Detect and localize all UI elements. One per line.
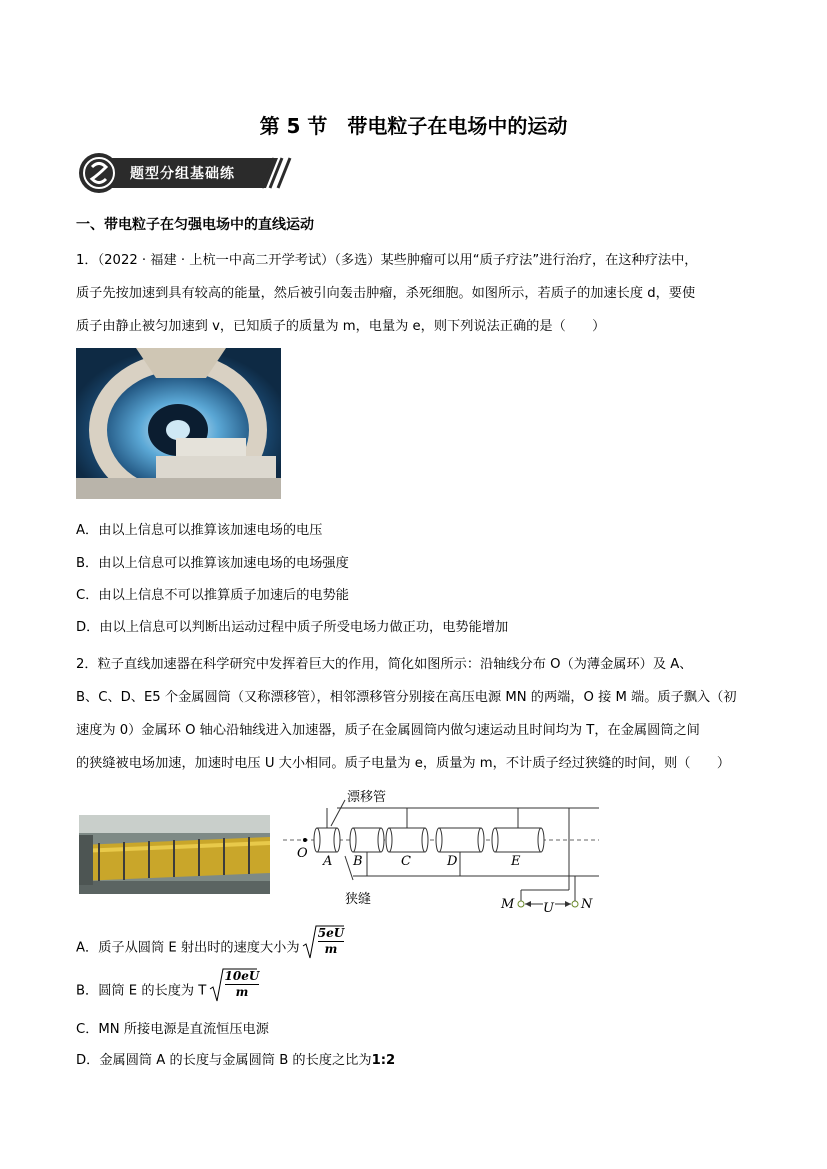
banner-label: 题型分组基础练	[130, 166, 235, 182]
linear-accelerator-photo	[79, 815, 270, 894]
q2-option-c: C．MN 所接电源是直流恒压电源	[76, 1022, 269, 1037]
q1-option-a: A．由以上信息可以推算该加速电场的电压	[76, 523, 323, 538]
label-o: O	[297, 846, 308, 861]
label-b: B	[353, 854, 363, 869]
proton-therapy-photo	[76, 348, 281, 499]
q1-option-c: C．由以上信息不可以推算质子加速后的电势能	[76, 588, 349, 603]
q2-option-b: B．圆筒 E 的长度为 T $\frac{10eU}{m}$	[76, 969, 260, 999]
sqrt-formula-b: $\frac{10eU}{m}$	[211, 969, 260, 1000]
page-title: 第 5 节 带电粒子在电场中的运动	[259, 114, 568, 138]
section-heading: 一、带电粒子在匀强电场中的直线运动	[76, 217, 314, 233]
gap-label: 狭缝	[345, 892, 372, 907]
label-n: N	[581, 897, 593, 912]
label-u: U	[543, 901, 554, 916]
accelerator-diagram	[283, 780, 603, 915]
label-c: C	[401, 854, 411, 869]
question-2-stem: 2．粒子直线加速器在科学研究中发挥着巨大的作用，简化如图所示：沿轴线分布 O（为薄金属环）及 A、 B、C、D、E5 个金属圆筒（又称漂移管），相邻漂移管分别接在高压电源 MN 的两端，O 接 M 端。质子飘入（初 速度为 0）金属环 O 轴心沿轴线进入加速器，质子在金属圆筒内做匀速运动且时间均为 T，在金属圆筒之间 的狭缝被电场加速，加速时电压 U 大小相同。质子电量为 e，质量为 m，不计质子经过狭缝的时间，则（ ）	[76, 657, 737, 771]
q2-option-a: A．质子从圆筒 E 射出时的速度大小为 $\frac{5eU}{m}$	[76, 926, 345, 956]
label-d: D	[447, 854, 458, 869]
section-banner	[78, 152, 296, 194]
label-e: E	[511, 854, 521, 869]
sqrt-formula-a: $\frac{5eU}{m}$	[304, 926, 344, 957]
q1-option-d: D．由以上信息可以判断出运动过程中质子所受电场力做正功，电势能增加	[76, 620, 509, 635]
q1-option-b: B．由以上信息可以推算该加速电场的电场强度	[76, 556, 349, 571]
label-a: A	[323, 854, 333, 869]
question-1-stem: 1．（2022 · 福建 · 上杭一中高二开学考试）（多选）某些肿瘤可以用“质子疗法”进行治疗，在这种疗法中， 质子先按加速到具有较高的能量，然后被引向轰击肿瘤，杀死细胞。如图所示，若质子的加速长度 d，要使 质子由静止被匀加速到 v，已知质子的质量为 m，电量为 e，则下列说法正确的是（ ）	[76, 253, 698, 334]
drift-tube-label: 漂移管	[347, 790, 387, 805]
q2-option-d: D．金属圆筒 A 的长度与金属圆筒 B 的长度之比为1:2	[76, 1053, 396, 1068]
label-m: M	[501, 897, 515, 912]
